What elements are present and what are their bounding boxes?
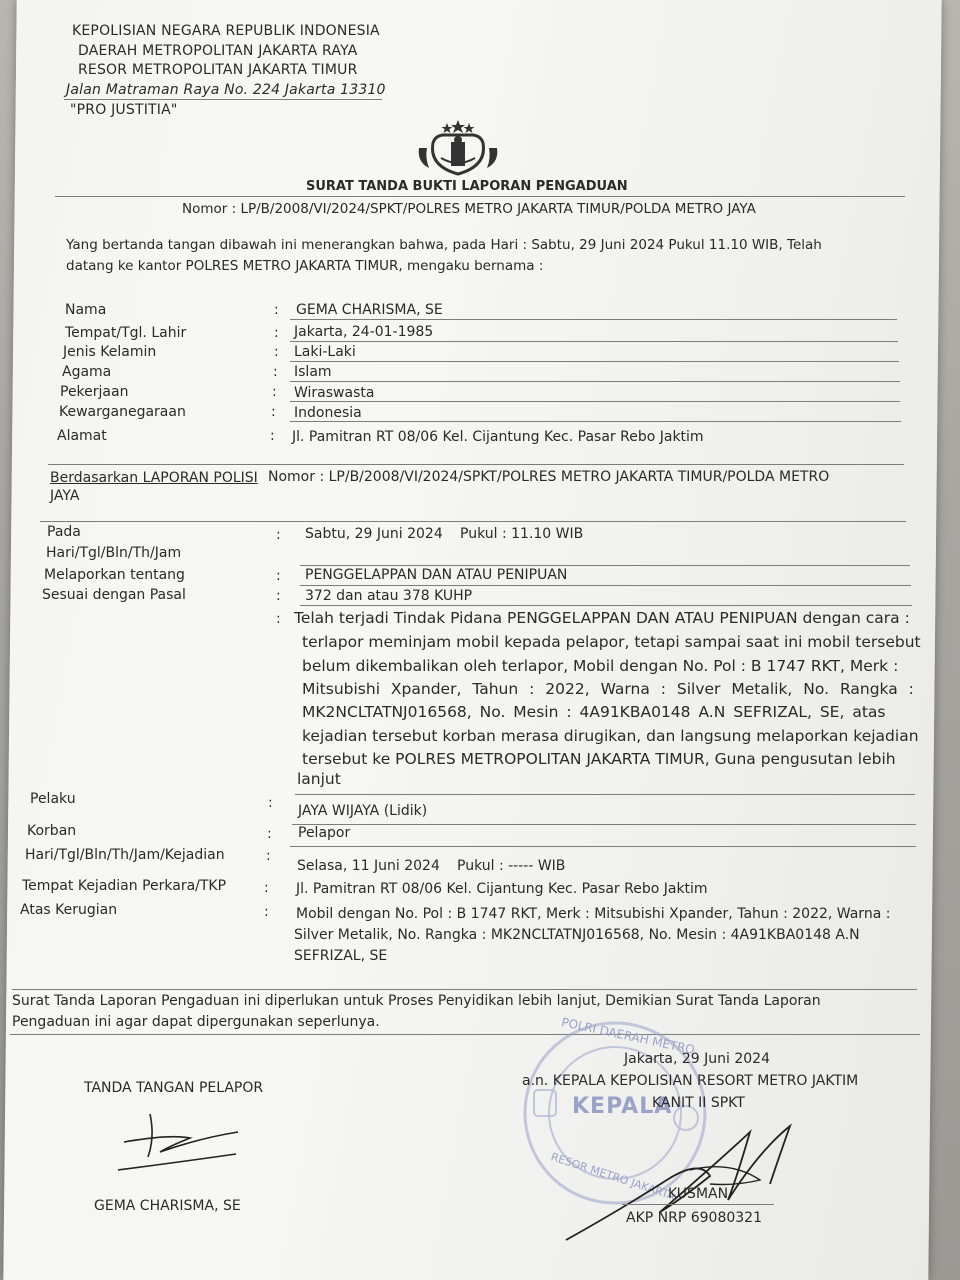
- label-jenis-kelamin: Jenis Kelamin: [63, 344, 157, 360]
- header-line-2: DAERAH METROPOLITAN JAKARTA RAYA: [78, 43, 358, 59]
- field-line: [290, 401, 900, 402]
- officer-nrp: AKP NRP 69080321: [626, 1210, 763, 1226]
- label-pasal: Sesuai dengan Pasal: [42, 587, 186, 603]
- stamp-center-text: KEPALA: [572, 1094, 673, 1119]
- colon: :: [274, 302, 279, 318]
- laporan-number-line-1: Nomor : LP/B/2008/VI/2024/SPKT/POLRES METRO JAKARTA TIMUR/POLDA METRO: [268, 469, 830, 485]
- label-tkp: Tempat Kejadian Perkara/TKP: [22, 878, 227, 894]
- colon: :: [276, 527, 281, 543]
- document-title: SURAT TANDA BUKTI LAPORAN PENGADUAN: [306, 179, 628, 194]
- value-jenis-kelamin: Laki-Laki: [294, 344, 356, 360]
- section-rule: [40, 521, 906, 522]
- document-number: Nomor : LP/B/2008/VI/2024/SPKT/POLRES METRO JAKARTA TIMUR/POLDA METRO JAYA: [182, 201, 756, 217]
- field-line: [290, 341, 898, 342]
- value-pukul: Pukul : 11.10 WIB: [460, 526, 584, 542]
- uraian-line-3: belum dikembalikan oleh terlapor, Mobil dengan No. Pol : B 1747 RKT, Merk :: [302, 657, 899, 675]
- colon: :: [271, 404, 276, 420]
- colon: :: [276, 568, 281, 584]
- label-kewarganegaraan: Kewarganegaraan: [59, 404, 186, 420]
- uraian-line-4: Mitsubishi Xpander, Tahun : 2022, Warna : Silver Metalik, No. Rangka :: [302, 680, 914, 698]
- uraian-line-6: kejadian tersebut korban merasa dirugikan, dan langsung melaporkan kejadian: [302, 727, 919, 745]
- stamp-top-text: POLRI DAERAH METRO: [560, 1015, 696, 1057]
- header-address: Jalan Matraman Raya No. 224 Jakarta 13310: [66, 82, 386, 98]
- field-line: [290, 361, 899, 362]
- label-korban: Korban: [27, 823, 77, 839]
- colon: :: [270, 428, 275, 444]
- stamp-bottom-text: RESOR METRO JAKARTA: [549, 1150, 677, 1203]
- intro-line-1: Yang bertanda tangan dibawah ini menerangkan bahwa, pada Hari : Sabtu, 29 Juni 2024 Pukul 11.10 WIB, Telah: [66, 237, 822, 253]
- label-nama: Nama: [65, 302, 107, 318]
- place-date: Jakarta, 29 Juni 2024: [624, 1051, 770, 1067]
- label-pada-date: Hari/Tgl/Bln/Th/Jam: [46, 545, 182, 561]
- field-line: [290, 421, 901, 422]
- section-rule: [12, 989, 917, 990]
- intro-line-2: datang ke kantor POLRES METRO JAKARTA TIMUR, mengaku bernama :: [66, 258, 544, 274]
- field-line: [290, 381, 900, 382]
- colon: :: [266, 848, 271, 864]
- pelapor-signature-icon: [110, 1112, 250, 1172]
- value-pada: Sabtu, 29 Juni 2024: [305, 526, 443, 542]
- field-line: [290, 319, 897, 320]
- section-rule: [48, 464, 904, 465]
- closing-line-2: Pengaduan ini agar dapat dipergunakan seperlunya.: [12, 1014, 380, 1030]
- header-line-1: KEPOLISIAN NEGARA REPUBLIK INDONESIA: [72, 23, 380, 39]
- uraian-line-1: Telah terjadi Tindak Pidana PENGGELAPPAN DAN ATAU PENIPUAN dengan cara :: [294, 609, 910, 627]
- police-emblem-icon: [413, 118, 503, 178]
- colon: :: [268, 795, 273, 811]
- closing-line-1: Surat Tanda Laporan Pengaduan ini diperlukan untuk Proses Penyidikan lebih lanjut, Demikian Surat Tanda Laporan: [12, 993, 821, 1009]
- value-pelaku: JAYA WIJAYA (Lidik): [298, 803, 428, 819]
- uraian-line-8: lanjut: [297, 770, 341, 788]
- field-line: [292, 824, 916, 825]
- label-waktu-kejadian: Hari/Tgl/Bln/Th/Jam/Kejadian: [25, 847, 225, 863]
- colon: :: [264, 880, 269, 896]
- value-agama: Islam: [294, 364, 332, 380]
- value-korban: Pelapor: [298, 825, 351, 841]
- uraian-line-7: tersebut ke POLRES METROPOLITAN JAKARTA TIMUR, Guna pengusutan lebih: [302, 750, 896, 768]
- value-alamat: Jl. Pamitran RT 08/06 Kel. Cijantung Kec. Pasar Rebo Jaktim: [292, 429, 704, 445]
- label-tentang: Melaporkan tentang: [44, 567, 185, 583]
- uraian-line-5: MK2NCLTATNJ016568, No. Mesin : 4A91KBA0148 A.N SEFRIZAL, SE, atas: [302, 703, 886, 721]
- value-waktu-kejadian: Selasa, 11 Juni 2024: [297, 858, 440, 874]
- colon: :: [273, 364, 278, 380]
- colon: :: [274, 344, 279, 360]
- officer-signature-icon: [560, 1120, 820, 1250]
- field-line: [295, 794, 915, 795]
- pelapor-name: GEMA CHARISMA, SE: [94, 1198, 241, 1214]
- header-motto: "PRO JUSTITIA": [70, 102, 178, 118]
- field-line: [300, 565, 910, 566]
- officer-name: KUSMAN: [668, 1186, 729, 1202]
- uraian-line-2: terlapor meminjam mobil kepada pelapor, tetapi sampai saat ini mobil tersebut: [302, 633, 921, 651]
- header-underline: [64, 99, 382, 100]
- value-pasal: 372 dan atau 378 KUHP: [305, 588, 473, 604]
- pelapor-signature-title: TANDA TANGAN PELAPOR: [84, 1080, 264, 1096]
- label-alamat: Alamat: [57, 428, 107, 444]
- header-line-3: RESOR METROPOLITAN JAKARTA TIMUR: [78, 62, 358, 78]
- field-line: [290, 846, 916, 847]
- value-ttl: Jakarta, 24-01-1985: [294, 324, 434, 340]
- colon: :: [264, 904, 269, 920]
- value-pekerjaan: Wiraswasta: [294, 385, 375, 401]
- field-line: [300, 605, 912, 606]
- colon: :: [276, 611, 281, 627]
- laporan-number-line-2: JAYA: [50, 488, 80, 504]
- berdasarkan-label: Berdasarkan LAPORAN POLISI: [50, 470, 258, 486]
- value-kewarganegaraan: Indonesia: [294, 405, 362, 421]
- colon: :: [272, 384, 277, 400]
- colon: :: [276, 588, 281, 604]
- title-rule: [55, 196, 905, 197]
- value-kerugian-line-2: Silver Metalik, No. Rangka : MK2NCLTATNJ016568, No. Mesin : 4A91KBA0148 A.N: [294, 927, 860, 943]
- label-agama: Agama: [62, 364, 112, 380]
- section-rule: [10, 1034, 920, 1035]
- label-pelaku: Pelaku: [30, 791, 76, 807]
- officer-name-underline: [622, 1204, 774, 1205]
- label-ttl: Tempat/Tgl. Lahir: [65, 325, 187, 341]
- label-kerugian: Atas Kerugian: [20, 902, 118, 918]
- value-tentang: PENGGELAPPAN DAN ATAU PENIPUAN: [305, 567, 568, 583]
- kanit-title: KANIT II SPKT: [652, 1095, 745, 1111]
- value-kerugian-line-1: Mobil dengan No. Pol : B 1747 RKT, Merk : Mitsubishi Xpander, Tahun : 2022, Warna :: [296, 906, 891, 922]
- colon: :: [267, 826, 272, 842]
- value-nama: GEMA CHARISMA, SE: [296, 302, 443, 318]
- field-line: [300, 585, 911, 586]
- value-kerugian-line-3: SEFRIZAL, SE: [294, 948, 388, 964]
- value-waktu-pukul: Pukul : ----- WIB: [457, 858, 566, 874]
- an-kepala: a.n. KEPALA KEPOLISIAN RESORT METRO JAKTIM: [522, 1073, 859, 1089]
- label-pada: Pada: [47, 524, 81, 540]
- colon: :: [274, 325, 279, 341]
- value-tkp: Jl. Pamitran RT 08/06 Kel. Cijantung Kec. Pasar Rebo Jaktim: [296, 881, 708, 897]
- label-pekerjaan: Pekerjaan: [60, 384, 129, 400]
